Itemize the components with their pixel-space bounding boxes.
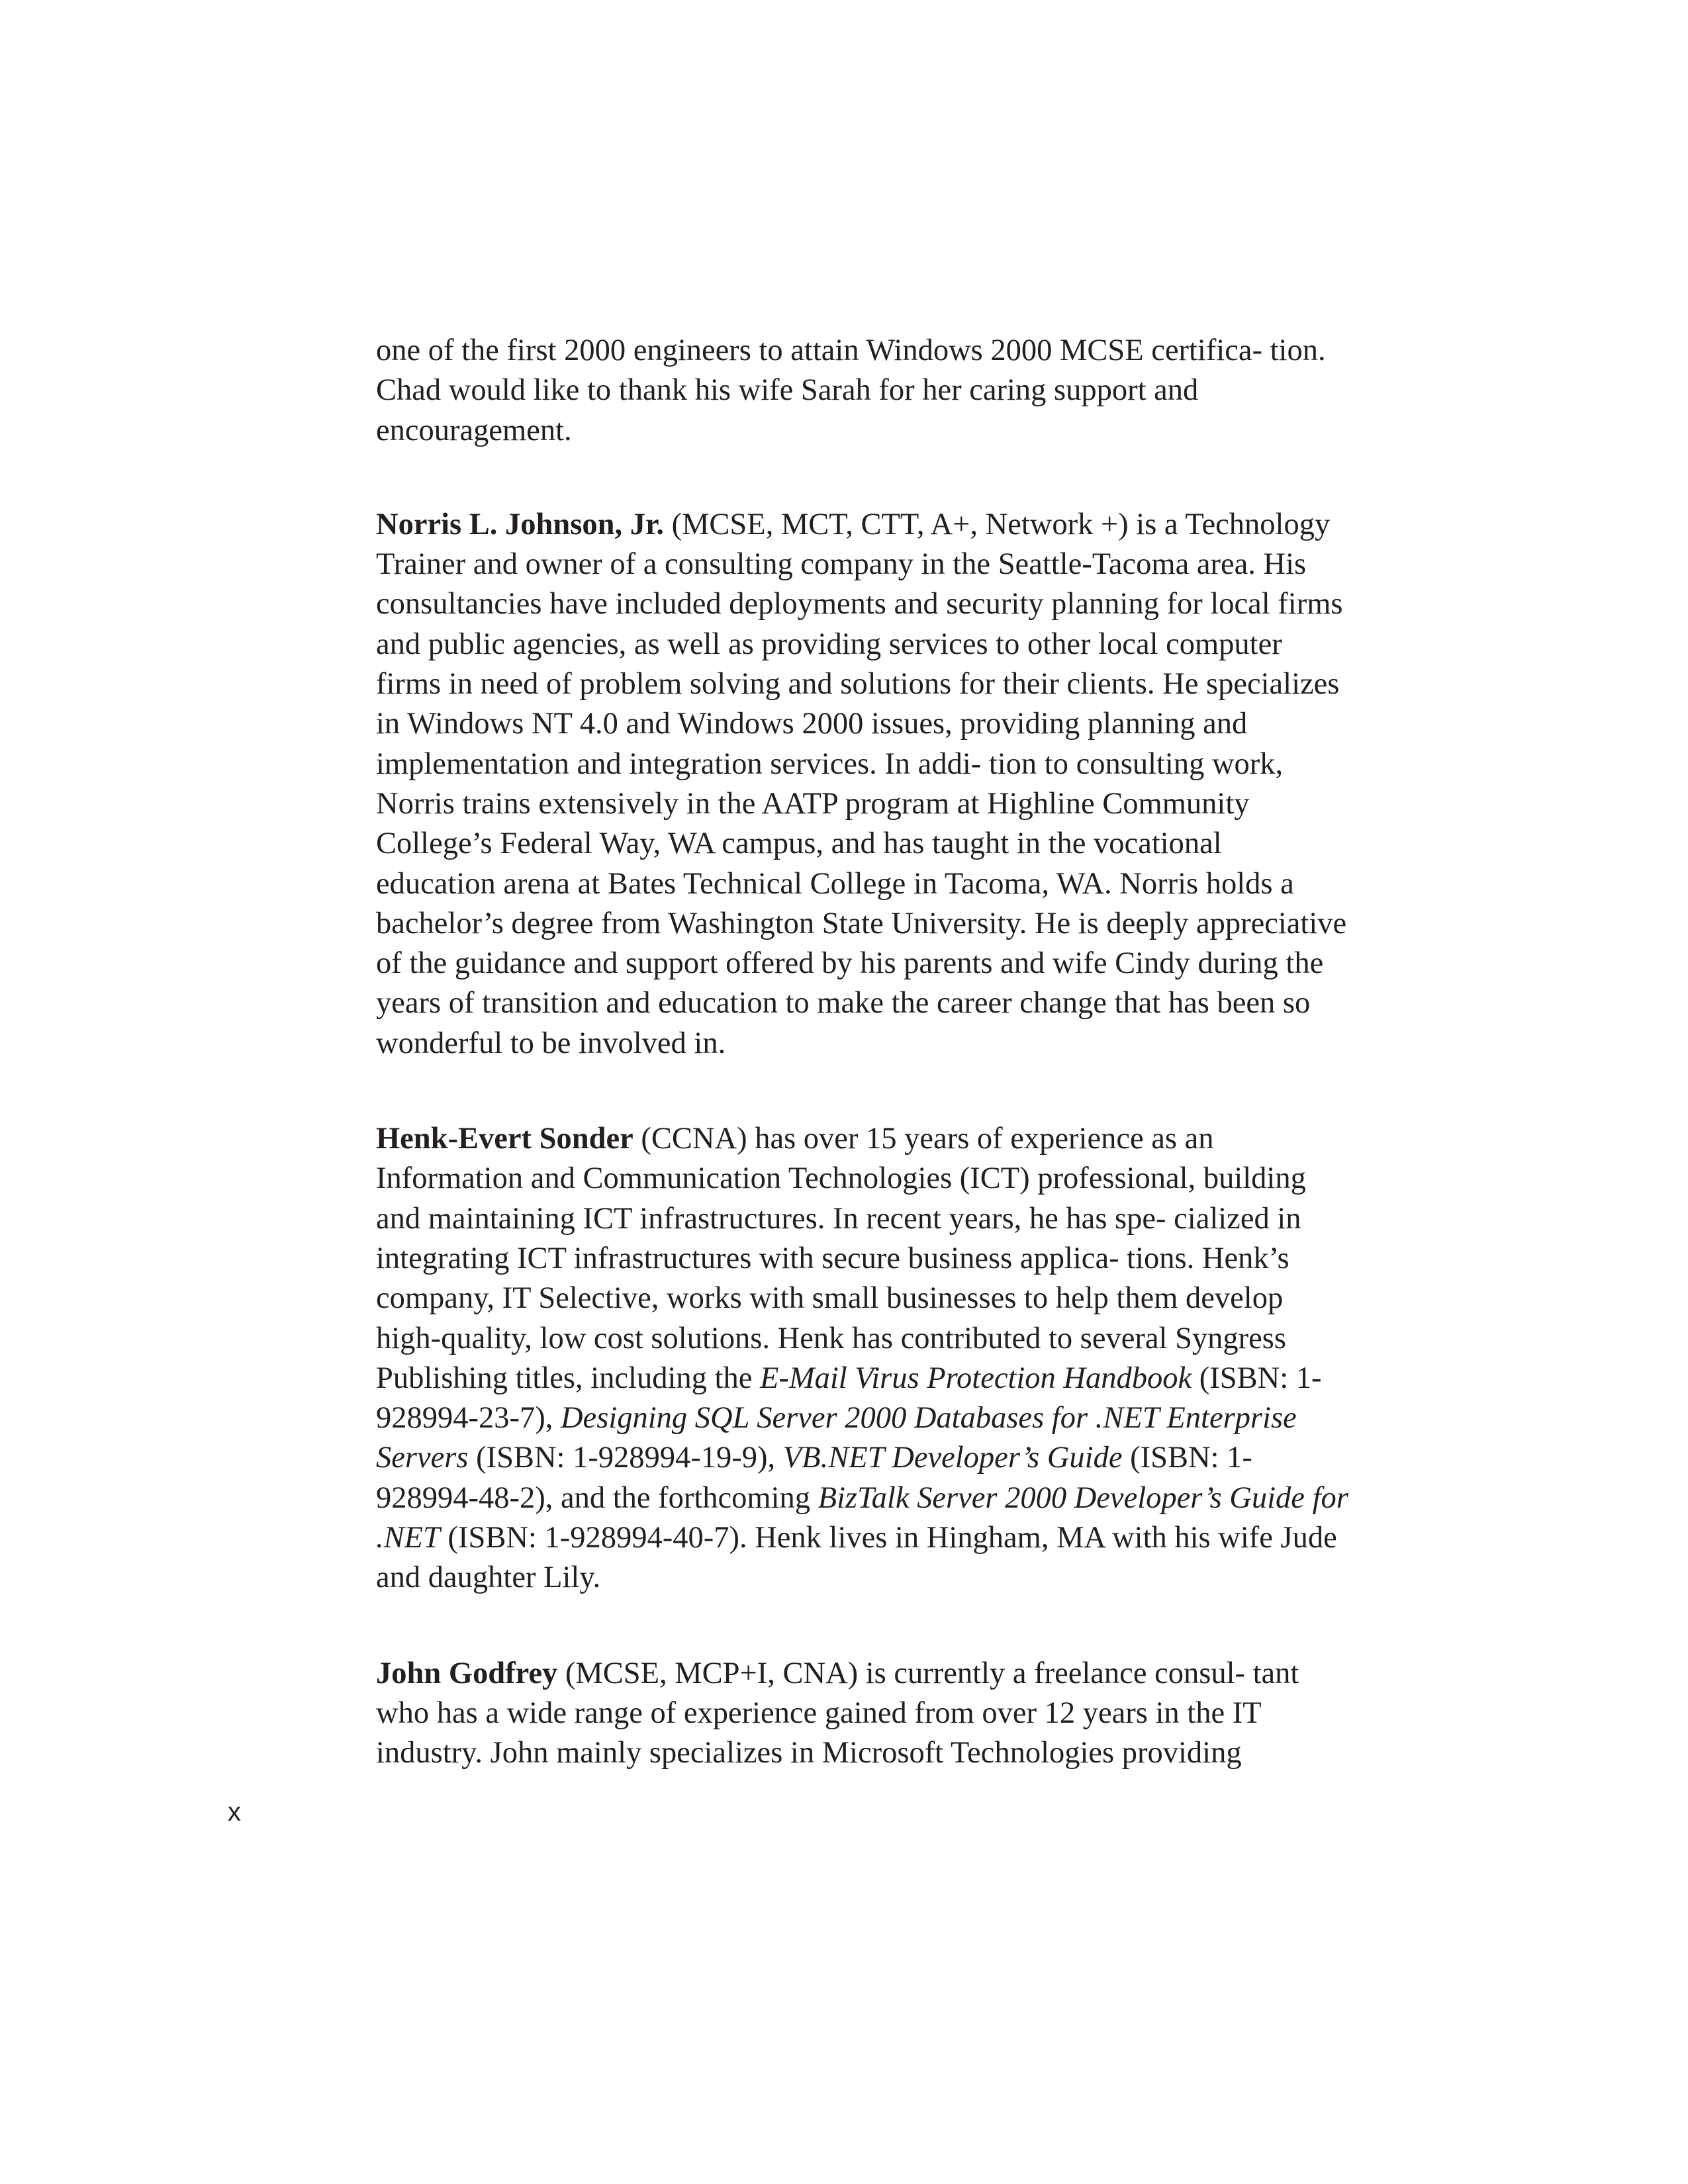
bio-text: (MCSE, MCT, CTT, A+, Network +) is a Technology Trainer and owner of a consulting company in the Seattle-Tacoma area. His consultancies have included deployments and security planning for local firms and public agencies, as well as providing services to other local computer firms in need of problem solving and solutions for their clients. He specializes in Windows NT 4.0 and Windows 2000 issues, providing planning and implementation and integration services. In addi- tion to consulting work, Norris trains extensively in the AATP program at Highline Community College’s Federal Way, WA campus, and has taught in the vocational education arena at Bates Technical College in Tacoma, WA. Norris holds a bachelor’s degree from Washington State University. He is deeply appreciative of the guidance and support offered by his parents and wife Cindy during the years of transition and education to make the career change that has been so wonderful to be involved in. (376, 507, 1347, 1060)
bio-name: Norris L. Johnson, Jr. (376, 507, 664, 541)
book-title: Designing SQL Server 2000 Databases for .NET Enterprise Servers (376, 1401, 1297, 1475)
bio-name: Henk-Evert Sonder (376, 1122, 633, 1156)
bio-john-godfrey (376, 1654, 1349, 1774)
bio-henk-evert-sonder (376, 1119, 1349, 1598)
bio-norris-johnson (376, 505, 1349, 1064)
bio-text: (ISBN: 1-928994-40-7). Henk lives in Hingham, MA with his wife Jude and daughter Lily. (376, 1521, 1337, 1595)
bio-text: (ISBN: 1-928994-23-7), (376, 1361, 1322, 1435)
book-title: VB.NET Developer’s Guide (782, 1441, 1123, 1475)
bio-text: (CCNA) has over 15 years of experience as an Information and Communication Technologies (ICT) professional, building and maintaining ICT infrastructures. In recent years, he has spe- cialized in integrating ICT infrastructures with secure business applica- tions. Henk’s company, IT Selective, works with small businesses to help them develop high-quality, low cost solutions. Henk has contributed to several Syngress Publishing titles, including the (376, 1122, 1306, 1395)
page-number: x (228, 1797, 241, 1827)
bio-continued-chad (376, 331, 1349, 451)
bio-text: one of the first 2000 engineers to attain Windows 2000 MCSE certifica- tion. Chad would like to thank his wife Sarah for her caring support and encouragement. (376, 334, 1326, 447)
page-body (376, 331, 1349, 1829)
bio-text: (ISBN: 1-928994-48-2), and the forthcoming (376, 1441, 1252, 1515)
book-title: BizTalk Server 2000 Developer’s Guide for .NET (376, 1480, 1348, 1555)
bio-text: (ISBN: 1-928994-19-9), (468, 1441, 783, 1475)
bio-name: John Godfrey (376, 1656, 558, 1690)
book-title: E-Mail Virus Protection Handbook (759, 1361, 1192, 1395)
bio-text: (MCSE, MCP+I, CNA) is currently a freelance consul- tant who has a wide range of experience gained from over 12 years in the IT industry. John mainly specializes in Microsoft Technologies providing (376, 1656, 1299, 1770)
